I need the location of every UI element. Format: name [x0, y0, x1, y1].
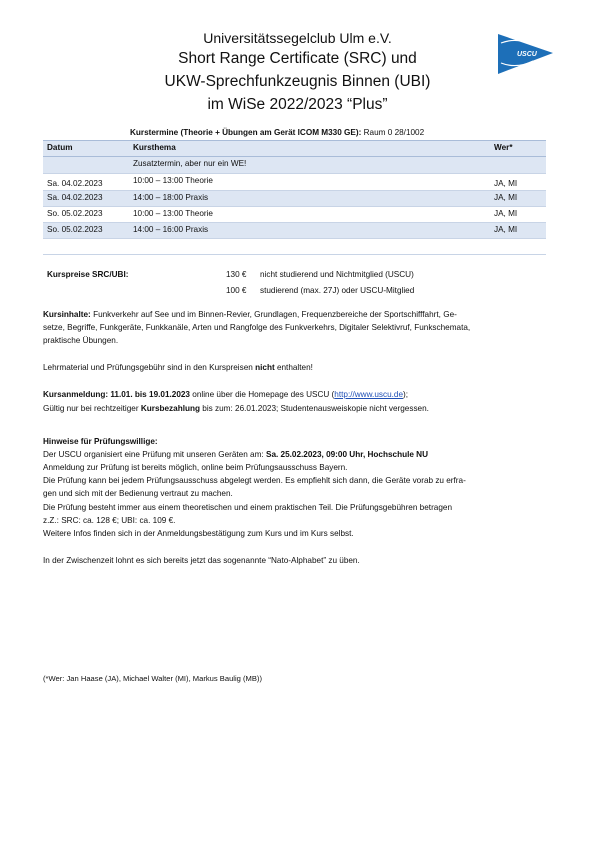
- row-topic: 14:00 – 18:00 Praxis: [133, 193, 209, 202]
- exam-line-6: z.Z.: SRC: ca. 128 €; UBI: ca. 109 €.: [43, 516, 176, 525]
- material-note: Lehrmaterial und Prüfungsgebühr sind in den Kurspreisen nicht enthalten!: [43, 363, 313, 372]
- schedule-title: [130, 128, 424, 137]
- uscu-logo: [497, 33, 554, 75]
- schedule-table: [43, 140, 546, 239]
- title-line-2: UKW-Sprechfunkzeugnis Binnen (UBI): [164, 73, 431, 90]
- row-date: So. 05.02.2023: [47, 209, 103, 218]
- course-content-line-2: setze, Begriffe, Funkgeräte, Funkkanäle, Arten und Rangfolge des Funkverkehrs, Digitaler Selektivruf, Funkschemata,: [43, 323, 471, 332]
- room-text: Raum 0 28/1002: [363, 128, 425, 137]
- price-desc: studierend (max. 27J) oder USCU-Mitglied: [260, 286, 415, 295]
- course-content-line-3: praktische Übungen.: [43, 336, 119, 345]
- title-line-1: Short Range Certificate (SRC) und: [178, 50, 417, 67]
- price-amount: 100 €: [226, 286, 247, 295]
- table-row: [43, 223, 546, 239]
- table-header: [43, 140, 546, 157]
- prices-label: Kurspreise SRC/UBI:: [47, 270, 129, 279]
- price-amount: 130 €: [226, 270, 247, 279]
- row-topic: 10:00 – 13:00 Theorie: [133, 176, 213, 185]
- schedule-title-text: Kurstermine (Theorie + Übungen am Gerät ICOM M330 GE):: [130, 128, 362, 137]
- row-date: So. 05.02.2023: [47, 225, 103, 234]
- table-note-row: [43, 157, 546, 174]
- exam-line-5: Die Prüfung besteht immer aus einem theoretischen und einem praktischen Teil. Die Prüfungsgebühren betragen: [43, 503, 453, 512]
- row-topic: 14:00 – 16:00 Praxis: [133, 225, 209, 234]
- exam-line-4: gen und sich mit der Bedienung vertraut zu machen.: [43, 489, 233, 498]
- row-who: JA, MI: [494, 225, 518, 234]
- col-header-who: Wer*: [494, 143, 513, 152]
- row-topic: 10:00 – 13:00 Theorie: [133, 209, 213, 218]
- table-row: [43, 174, 546, 191]
- exam-line-3: Die Prüfung kann bei jedem Prüfungsausschuss abgelegt werden. Es empfiehlt sich dann, die Geräte vorab zu erfra-: [43, 476, 466, 485]
- table-row: [43, 191, 546, 207]
- price-desc: nicht studierend und Nichtmitglied (USCU): [260, 270, 414, 279]
- course-content-line-1: Kursinhalte: Funkverkehr auf See und im Binnen-Revier, Grundlagen, Frequenzbereiche der Sportschifffahrt, Ge-: [43, 310, 457, 319]
- table-bottom-rule: [43, 254, 546, 255]
- row-who: JA, MI: [494, 179, 518, 188]
- uscu-homepage-link[interactable]: http://www.uscu.de: [334, 390, 403, 399]
- logo-text: USCU: [517, 51, 537, 58]
- col-header-date: Datum: [47, 143, 73, 152]
- row-date: Sa. 04.02.2023: [47, 179, 103, 188]
- title-line-3: im WiSe 2022/2023 “Plus”: [207, 96, 388, 113]
- row-who: JA, MI: [494, 193, 518, 202]
- exam-line-2: Anmeldung zur Prüfung ist bereits möglich, online beim Prüfungsausschuss Bayern.: [43, 463, 348, 472]
- row-who: JA, MI: [494, 209, 518, 218]
- exam-line-7: Weitere Infos finden sich in der Anmeldungsbestätigung zum Kurs und im Kurs selbst.: [43, 529, 354, 538]
- row-date: Sa. 04.02.2023: [47, 193, 103, 202]
- exam-line-1: Der USCU organisiert eine Prüfung mit unseren Geräten am: Sa. 25.02.2023, 09:00 Uhr, Hochschule NU: [43, 450, 428, 459]
- registration-line-2: Gültig nur bei rechtzeitiger Kursbezahlung bis zum: 26.01.2023; Studentenausweiskopie nicht vergessen.: [43, 404, 429, 413]
- club-name: Universitätssegelclub Ulm e.V.: [203, 30, 392, 46]
- note-text: Zusatztermin, aber nur ein WE!: [133, 159, 247, 168]
- col-header-topic: Kursthema: [133, 143, 176, 152]
- registration-line-1: Kursanmeldung: 11.01. bis 19.01.2023 online über die Homepage des USCU (http://www.uscu.de);: [43, 390, 409, 399]
- nato-alphabet-note: In der Zwischenzeit lohnt es sich bereits jetzt das sogenannte “Nato-Alphabet” zu üben.: [43, 556, 360, 565]
- table-row: [43, 207, 546, 223]
- footnote: (*Wer: Jan Haase (JA), Michael Walter (MI), Markus Baulig (MB)): [43, 674, 262, 683]
- exam-heading: Hinweise für Prüfungswillige:: [43, 437, 158, 446]
